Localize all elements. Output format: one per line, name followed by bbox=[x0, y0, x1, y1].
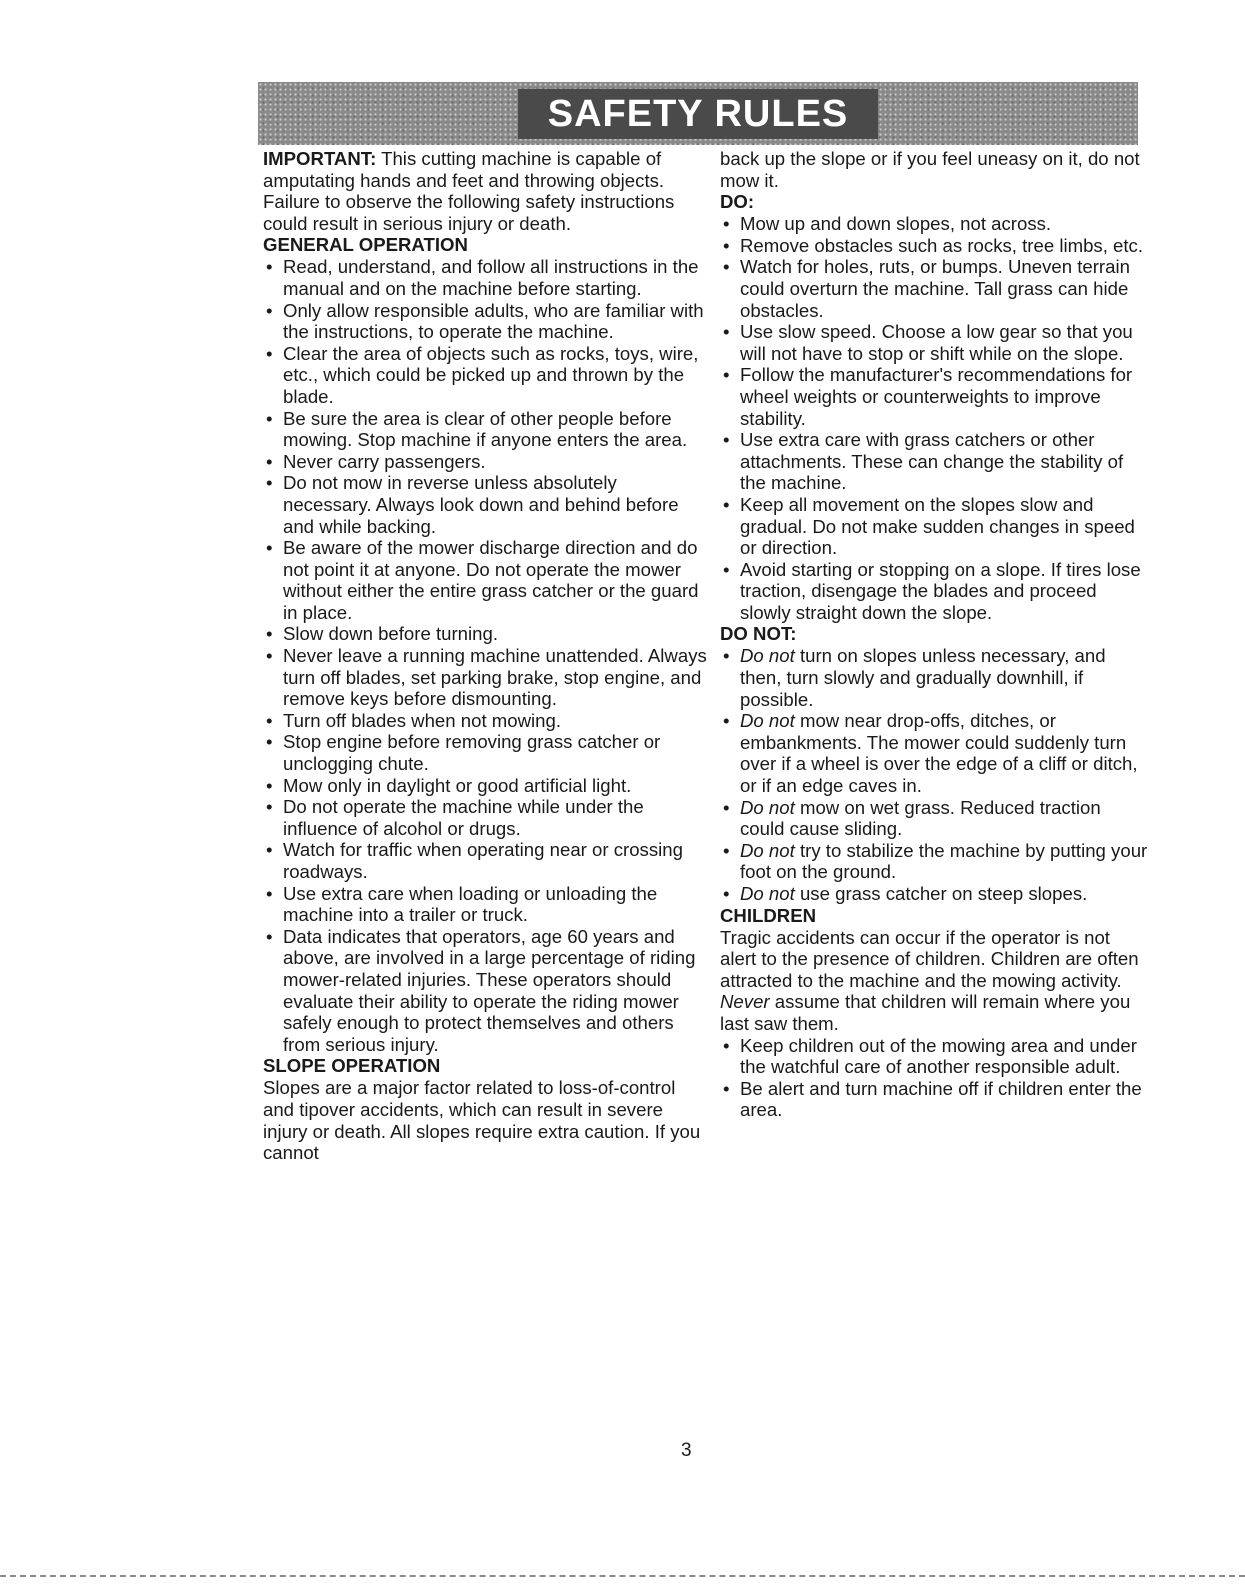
list-item: • Data indicates that operators, age 60 years and above, are involved in a large percentage of riding mower-related injuries. These operators should evaluate their ability to operate the riding mower safely enough to protect themselves and others from serious injury. bbox=[266, 925, 696, 1055]
bullet-icon: • bbox=[266, 925, 273, 947]
bullet-icon: • bbox=[266, 796, 273, 818]
bullet-icon: • bbox=[723, 1077, 730, 1099]
list-item: • Do not turn on slopes unless necessary, and then, turn slowly and gradually downhill, if possible. bbox=[723, 645, 1106, 710]
bullet-icon: • bbox=[723, 256, 730, 278]
bullet-icon: • bbox=[266, 342, 273, 364]
title-banner bbox=[258, 82, 1138, 145]
general-operation-heading: GENERAL OPERATION bbox=[263, 234, 468, 256]
important-label: IMPORTANT: bbox=[263, 148, 377, 169]
list-item: • Stop engine before removing grass catcher or unclogging chute. bbox=[266, 731, 661, 775]
slope-operation-heading: SLOPE OPERATION bbox=[263, 1055, 441, 1077]
bullet-icon: • bbox=[723, 364, 730, 386]
list-item: • Do not use grass catcher on steep slopes. bbox=[723, 883, 1088, 904]
bullet-icon: • bbox=[266, 537, 273, 559]
bullet-icon: • bbox=[266, 731, 273, 753]
list-item: • Watch for traffic when operating near or crossing roadways. bbox=[266, 839, 683, 882]
bullet-icon: • bbox=[266, 299, 273, 321]
list-item: • Turn off blades when not mowing. bbox=[266, 709, 562, 731]
list-item: • Only allow responsible adults, who are familiar with the instructions, to operate the machine. bbox=[266, 299, 704, 343]
bullet-icon: • bbox=[723, 883, 730, 904]
bullet-icon: • bbox=[723, 213, 730, 235]
bottom-divider bbox=[0, 1575, 1245, 1577]
list-item: • Do not mow in reverse unless absolutely necessary. Always look down and behind before and while backing. bbox=[266, 472, 679, 537]
list-item: • Do not mow near drop-offs, ditches, or embankments. The mower could suddenly turn over if a wheel is over the edge of a cliff or ditch, or if an edge caves in. bbox=[723, 710, 1138, 797]
list-item: • Read, understand, and follow all instructions in the manual and on the machine before starting. bbox=[266, 256, 699, 299]
bullet-icon: • bbox=[266, 839, 273, 861]
bullet-icon: • bbox=[723, 710, 730, 732]
list-item: • Be sure the area is clear of other people before mowing. Stop machine if anyone enters the area. bbox=[266, 407, 688, 451]
list-item: • Keep children out of the mowing area and under the watchful care of another responsible adult. bbox=[723, 1034, 1137, 1078]
right-column bbox=[720, 148, 1150, 1121]
bullet-icon: • bbox=[266, 472, 273, 494]
bullet-icon: • bbox=[723, 645, 730, 667]
slope-operation-text: Slopes are a major factor related to loss-of-control and tipover accidents, which can result in severe injury or death. All slopes require extra caution. If you cannot bbox=[263, 1077, 701, 1164]
list-item: • Do not mow on wet grass. Reduced traction could cause sliding. bbox=[723, 796, 1101, 840]
children-list bbox=[720, 1035, 1150, 1121]
list-item: • Follow the manufacturer's recommendations for wheel weights or counterweights to improve stability. bbox=[723, 364, 1133, 429]
bullet-icon: • bbox=[266, 450, 273, 472]
children-heading: CHILDREN bbox=[720, 904, 817, 926]
bullet-icon: • bbox=[723, 796, 730, 818]
bullet-icon: • bbox=[723, 558, 730, 580]
bullet-icon: • bbox=[266, 623, 273, 645]
list-item: • Do not try to stabilize the machine by putting your foot on the ground. bbox=[723, 839, 1148, 883]
general-operation-list bbox=[263, 256, 708, 1055]
bullet-icon: • bbox=[723, 429, 730, 451]
important-text: This cutting machine is capable of amputating hands and feet and throwing objects. Failure to observe the following safety instructions could result in serious injury or death. bbox=[263, 148, 675, 234]
do-heading: DO: bbox=[720, 191, 755, 213]
bullet-icon: • bbox=[723, 493, 730, 515]
slope-operation-text-continued: back up the slope or if you feel uneasy on it, do not mow it. bbox=[720, 148, 1140, 191]
list-item: • Mow only in daylight or good artificial light. bbox=[266, 774, 632, 796]
list-item: • Clear the area of objects such as rocks, toys, wire, etc., which could be picked up and thrown by the blade. bbox=[266, 342, 699, 407]
list-item: • Keep all movement on the slopes slow and gradual. Do not make sudden changes in speed or direction. bbox=[723, 493, 1135, 559]
bullet-icon: • bbox=[266, 882, 273, 904]
bullet-icon: • bbox=[723, 1034, 730, 1056]
left-column bbox=[263, 148, 708, 1164]
bullet-icon: • bbox=[266, 709, 273, 731]
list-item: • Mow up and down slopes, not across. bbox=[723, 213, 1052, 235]
do-not-heading: DO NOT: bbox=[720, 623, 797, 645]
children-text: Tragic accidents can occur if the operator is not alert to the presence of children. Children are often attracted to the machine and the mowing activity. Never assume that children will remain where you last saw them. bbox=[720, 926, 1139, 1034]
bullet-icon: • bbox=[266, 774, 273, 796]
bullet-icon: • bbox=[266, 407, 273, 429]
do-not-list bbox=[720, 645, 1150, 904]
list-item: • Do not operate the machine while under the influence of alcohol or drugs. bbox=[266, 796, 644, 839]
list-item: • Slow down before turning. bbox=[266, 623, 498, 645]
list-item: • Never carry passengers. bbox=[266, 450, 486, 472]
list-item: • Watch for holes, ruts, or bumps. Uneven terrain could overturn the machine. Tall grass can hide obstacles. bbox=[723, 256, 1130, 321]
list-item: • Never leave a running machine unattended. Always turn off blades, set parking brake, stop engine, and remove keys before dismounting. bbox=[266, 645, 707, 710]
list-item: • Be aware of the mower discharge direction and do not point it at anyone. Do not operate the mower without either the entire grass catcher or the guard in place. bbox=[266, 537, 699, 623]
bullet-icon: • bbox=[723, 839, 730, 861]
page-number: 3 bbox=[681, 1440, 692, 1461]
bullet-icon: • bbox=[266, 256, 273, 278]
list-item: • Use extra care when loading or unloading the machine into a trailer or truck. bbox=[266, 882, 658, 926]
bullet-icon: • bbox=[723, 234, 730, 256]
list-item: • Be alert and turn machine off if children enter the area. bbox=[723, 1077, 1142, 1121]
bullet-icon: • bbox=[266, 645, 273, 667]
list-item: • Use slow speed. Choose a low gear so that you will not have to stop or shift while on the slope. bbox=[723, 321, 1133, 364]
list-item: • Avoid starting or stopping on a slope. If tires lose traction, disengage the blades and proceed slowly straight down the slope. bbox=[723, 558, 1141, 623]
list-item: • Use extra care with grass catchers or other attachments. These can change the stability of the machine. bbox=[723, 429, 1124, 494]
do-list bbox=[720, 213, 1150, 623]
important-notice bbox=[263, 148, 708, 234]
page-title: SAFETY RULES bbox=[518, 89, 879, 139]
list-item: • Remove obstacles such as rocks, tree limbs, etc. bbox=[723, 234, 1144, 256]
bullet-icon: • bbox=[723, 321, 730, 343]
